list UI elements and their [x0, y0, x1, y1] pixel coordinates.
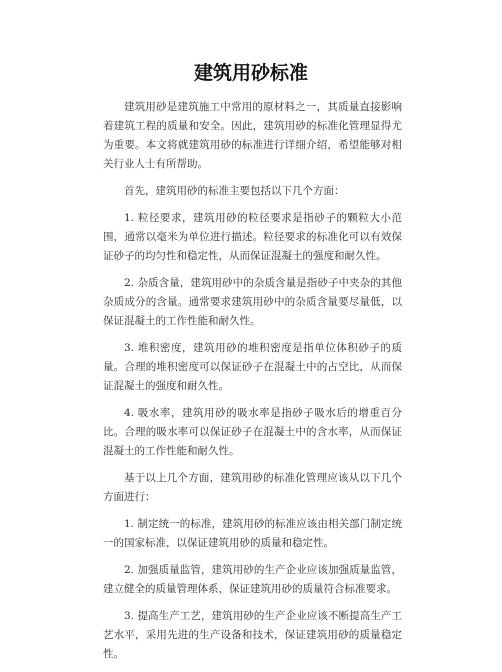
document-title: 建筑用砂标准: [193, 62, 308, 84]
document-body: [103, 98, 402, 672]
paragraph-unified-standard: 1. 制定统一的标准，建筑用砂的标准应该由相关部门制定统一的国家标准，以保证建筑用砂的质量和稳定性。: [103, 518, 402, 549]
paragraph-intro: 建筑用砂是建筑施工中常用的原材料之一，其质量直接影响着建筑工程的质量和安全。因此，建筑用砂的标准化管理显得尤为重要。本文将就建筑用砂的标准进行详细介绍，希望能够对相关行业人士有所帮助。: [103, 101, 402, 170]
paragraph-standards-intro: 首先，建筑用砂的标准主要包括以下几个方面：: [124, 185, 345, 197]
paragraph-production-process: 3. 提高生产工艺，建筑用砂的生产企业应该不断提高生产工艺水平，采用先进的生产设备和技术，保证建筑用砂的质量稳定性。: [103, 610, 402, 660]
paragraph-grain-size: 1. 粒径要求，建筑用砂的粒径要求是指砂子的颗粒大小范围，通常以毫米为单位进行描述。粒径要求的标准化可以有效保证砂子的均匀性和稳定性，从而保证混凝土的强度和耐久性。: [103, 212, 402, 262]
paragraph-water-absorption: 4. 吸水率，建筑用砂的吸水率是指砂子吸水后的增重百分比。合理的吸水率可以保证砂子在混凝土中的含水率，从而保证混凝土的工作性能和耐久性。: [103, 407, 402, 457]
paragraph-management-intro: 基于以上几个方面，建筑用砂的标准化管理应该从以下几个方面进行：: [103, 472, 402, 503]
paragraph-bulk-density: 3. 堆积密度，建筑用砂的堆积密度是指单位体积砂子的质量。合理的堆积密度可以保证砂子在混凝土中的占空比，从而保证混凝土的强度和耐久性。: [103, 342, 402, 392]
paragraph-impurity: 2. 杂质含量，建筑用砂中的杂质含量是指砂子中夹杂的其他杂质成分的含量。通常要求建筑用砂中的杂质含量要尽量低，以保证混凝土的工作性能和耐久性。: [103, 277, 402, 327]
paragraph-quality-supervision: 2. 加强质量监管，建筑用砂的生产企业应该加强质量监管，建立健全的质量管理体系，保证建筑用砂的质量符合标准要求。: [103, 564, 402, 595]
